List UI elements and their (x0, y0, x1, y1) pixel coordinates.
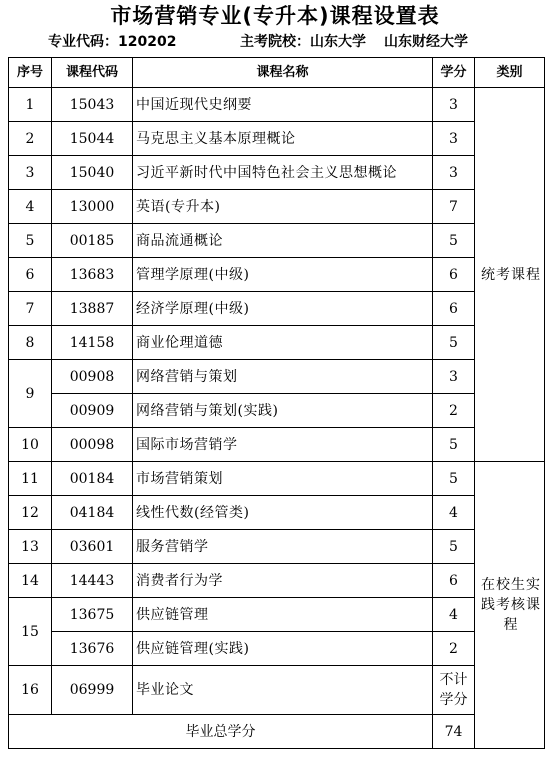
name-cell: 供应链管理(实践) (133, 632, 433, 666)
category-school-label: 在校生实践考核课程 (481, 577, 541, 633)
credits-cell: 3 (433, 360, 475, 394)
table-row (9, 564, 545, 598)
code-cell: 15040 (52, 156, 133, 190)
header-category: 类别 (475, 58, 545, 88)
credits-cell: 2 (433, 632, 475, 666)
credits-cell (433, 666, 475, 715)
page-title: 市场营销专业(专升本)课程设置表 (110, 4, 440, 28)
credits-cell: 7 (433, 190, 475, 224)
name-cell: 马克思主义基本原理概论 (133, 122, 433, 156)
table-row (9, 394, 545, 428)
seq-cell: 4 (9, 190, 52, 224)
seq-cell: 15 (9, 598, 52, 666)
seq-cell: 7 (9, 292, 52, 326)
credits-cell: 5 (433, 326, 475, 360)
seq-cell: 5 (9, 224, 52, 258)
credits-cell: 2 (433, 394, 475, 428)
total-row (9, 715, 545, 749)
seq-cell: 2 (9, 122, 52, 156)
code-cell: 04184 (52, 496, 133, 530)
name-cell: 线性代数(经管类) (133, 496, 433, 530)
name-cell: 经济学原理(中级) (133, 292, 433, 326)
table-row (9, 224, 545, 258)
credits-cell: 5 (433, 428, 475, 462)
table-row (9, 666, 545, 715)
schools-line (240, 32, 468, 52)
name-cell: 商业伦理道德 (133, 326, 433, 360)
credits-cell: 4 (433, 598, 475, 632)
header-code: 课程代码 (52, 58, 133, 88)
code-cell: 15044 (52, 122, 133, 156)
table-row (9, 156, 545, 190)
seq-cell: 8 (9, 326, 52, 360)
table-row (9, 496, 545, 530)
table-row (9, 190, 545, 224)
table-row (9, 122, 545, 156)
seq-cell: 13 (9, 530, 52, 564)
seq-cell: 10 (9, 428, 52, 462)
credits-cell: 4 (433, 496, 475, 530)
seq-cell: 14 (9, 564, 52, 598)
code-cell: 14158 (52, 326, 133, 360)
table-row (9, 292, 545, 326)
credits-cell: 5 (433, 224, 475, 258)
seq-cell: 9 (9, 360, 52, 428)
table-row (9, 632, 545, 666)
credits-cell: 5 (433, 462, 475, 496)
name-cell: 中国近现代史纲要 (133, 88, 433, 122)
major-code-line (48, 32, 176, 52)
name-cell: 毕业论文 (133, 666, 433, 715)
code-cell: 00908 (52, 360, 133, 394)
credits-cell: 5 (433, 530, 475, 564)
table-row (9, 598, 545, 632)
category-cell-unified (475, 88, 545, 462)
credits-cell: 3 (433, 88, 475, 122)
major-code: 120202 (118, 34, 177, 50)
code-cell: 06999 (52, 666, 133, 715)
seq-cell: 3 (9, 156, 52, 190)
name-cell: 市场营销策划 (133, 462, 433, 496)
code-cell: 15043 (52, 88, 133, 122)
category-unified-label: 统考课程 (481, 266, 541, 283)
credits-cell: 3 (433, 156, 475, 190)
seq-cell: 11 (9, 462, 52, 496)
header-row (9, 58, 545, 88)
code-cell: 00098 (52, 428, 133, 462)
header-credits: 学分 (433, 58, 475, 88)
total-label: 毕业总学分 (9, 715, 433, 749)
code-cell: 00184 (52, 462, 133, 496)
school-1: 山东大学 (310, 34, 366, 50)
code-cell: 13675 (52, 598, 133, 632)
total-value: 74 (433, 715, 475, 749)
name-cell: 国际市场营销学 (133, 428, 433, 462)
table-row (9, 428, 545, 462)
school-2: 山东财经大学 (384, 34, 468, 50)
code-cell: 13000 (52, 190, 133, 224)
schools-label: 主考院校： (240, 34, 310, 50)
header-name: 课程名称 (133, 58, 433, 88)
code-cell: 00185 (52, 224, 133, 258)
major-code-label: 专业代码： (48, 34, 118, 50)
name-cell: 商品流通概论 (133, 224, 433, 258)
credits-not-counted: 不计学分 (439, 672, 468, 708)
category-cell-school (475, 462, 545, 749)
name-cell: 英语(专升本) (133, 190, 433, 224)
name-cell: 消费者行为学 (133, 564, 433, 598)
seq-cell: 1 (9, 88, 52, 122)
code-cell: 13676 (52, 632, 133, 666)
table-row (9, 530, 545, 564)
name-cell: 网络营销与策划 (133, 360, 433, 394)
credits-cell: 6 (433, 258, 475, 292)
credits-cell: 3 (433, 122, 475, 156)
seq-cell: 6 (9, 258, 52, 292)
credits-cell: 6 (433, 564, 475, 598)
credits-cell: 6 (433, 292, 475, 326)
header-seq: 序号 (9, 58, 52, 88)
name-cell: 网络营销与策划(实践) (133, 394, 433, 428)
name-cell: 供应链管理 (133, 598, 433, 632)
name-cell: 管理学原理(中级) (133, 258, 433, 292)
seq-cell: 16 (9, 666, 52, 715)
seq-cell: 12 (9, 496, 52, 530)
table-row (9, 462, 545, 496)
course-table (8, 57, 545, 749)
table-row (9, 88, 545, 122)
code-cell: 14443 (52, 564, 133, 598)
table-row (9, 258, 545, 292)
code-cell: 13887 (52, 292, 133, 326)
code-cell: 13683 (52, 258, 133, 292)
name-cell: 习近平新时代中国特色社会主义思想概论 (133, 156, 433, 190)
code-cell: 00909 (52, 394, 133, 428)
name-cell: 服务营销学 (133, 530, 433, 564)
table-row (9, 326, 545, 360)
table-row (9, 360, 545, 394)
code-cell: 03601 (52, 530, 133, 564)
